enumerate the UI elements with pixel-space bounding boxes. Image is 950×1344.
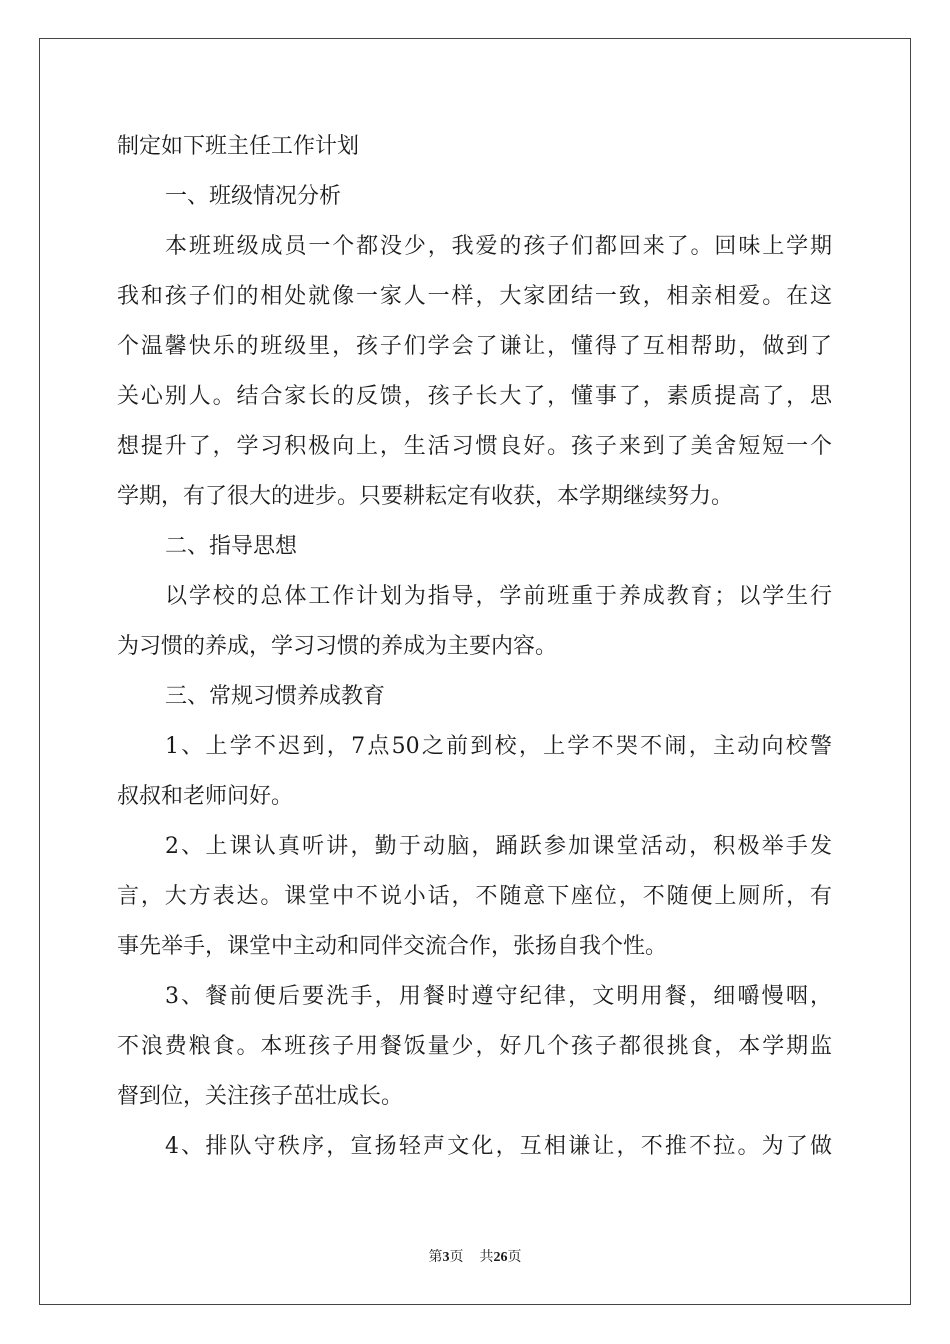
paragraph-line: 为习惯的养成，学习习惯的养成为主要内容。 bbox=[117, 634, 558, 659]
footer-total-suffix: 页 bbox=[507, 1249, 522, 1265]
section-heading: 二、指导思想 bbox=[165, 534, 298, 559]
list-item-line: 叔叔和老师问好。 bbox=[117, 784, 294, 809]
paragraph-line: 本班班级成员一个都没少，我爱的孩子们都回来了。回味上学期 bbox=[165, 234, 832, 259]
footer-prefix: 第 bbox=[428, 1249, 443, 1265]
list-item-line: 督到位，关注孩子茁壮成长。 bbox=[117, 1084, 404, 1109]
paragraph-line: 学期，有了很大的进步。只要耕耘定有收获，本学期继续努力。 bbox=[117, 484, 734, 509]
list-item-line: 1、上学不迟到，7点50之前到校，上学不哭不闹，主动向校警 bbox=[165, 734, 832, 759]
list-item-line: 3、餐前便后要洗手，用餐时遵守纪律，文明用餐，细嚼慢咽， bbox=[165, 984, 832, 1009]
paragraph-line: 我和孩子们的相处就像一家人一样，大家团结一致，相亲相爱。在这 bbox=[117, 284, 832, 309]
section-heading: 三、常规习惯养成教育 bbox=[165, 684, 386, 709]
paragraph-line: 个温馨快乐的班级里，孩子们学会了谦让，懂得了互相帮助，做到了 bbox=[117, 334, 832, 359]
page-footer bbox=[0, 1247, 950, 1268]
document-body bbox=[117, 125, 832, 1175]
paragraph-line: 以学校的总体工作计划为指导，学前班重于养成教育；以学生行 bbox=[165, 584, 832, 609]
paragraph-line: 想提升了，学习积极向上，生活习惯良好。孩子来到了美舍短短一个 bbox=[117, 434, 832, 459]
paragraph-line: 关心别人。结合家长的反馈，孩子长大了，懂事了，素质提高了，思 bbox=[117, 384, 832, 409]
page-number: 3 bbox=[442, 1250, 450, 1265]
list-item-line: 4、排队守秩序，宣扬轻声文化，互相谦让，不推不拉。为了做 bbox=[165, 1134, 832, 1159]
footer-total-prefix: 共 bbox=[479, 1249, 494, 1265]
total-pages: 26 bbox=[493, 1250, 508, 1265]
paragraph-line: 制定如下班主任工作计划 bbox=[117, 134, 360, 159]
list-item-line: 事先举手，课堂中主动和同伴交流合作，张扬自我个性。 bbox=[117, 934, 668, 959]
list-item-line: 言，大方表达。课堂中不说小话，不随意下座位，不随便上厕所，有 bbox=[117, 884, 832, 909]
list-item-line: 不浪费粮食。本班孩子用餐饭量少，好几个孩子都很挑食，本学期监 bbox=[117, 1034, 832, 1059]
list-item-line: 2、上课认真听讲，勤于动脑，踊跃参加课堂活动，积极举手发 bbox=[165, 834, 832, 859]
footer-page-suffix: 页 bbox=[449, 1249, 464, 1265]
section-heading: 一、班级情况分析 bbox=[165, 184, 342, 209]
